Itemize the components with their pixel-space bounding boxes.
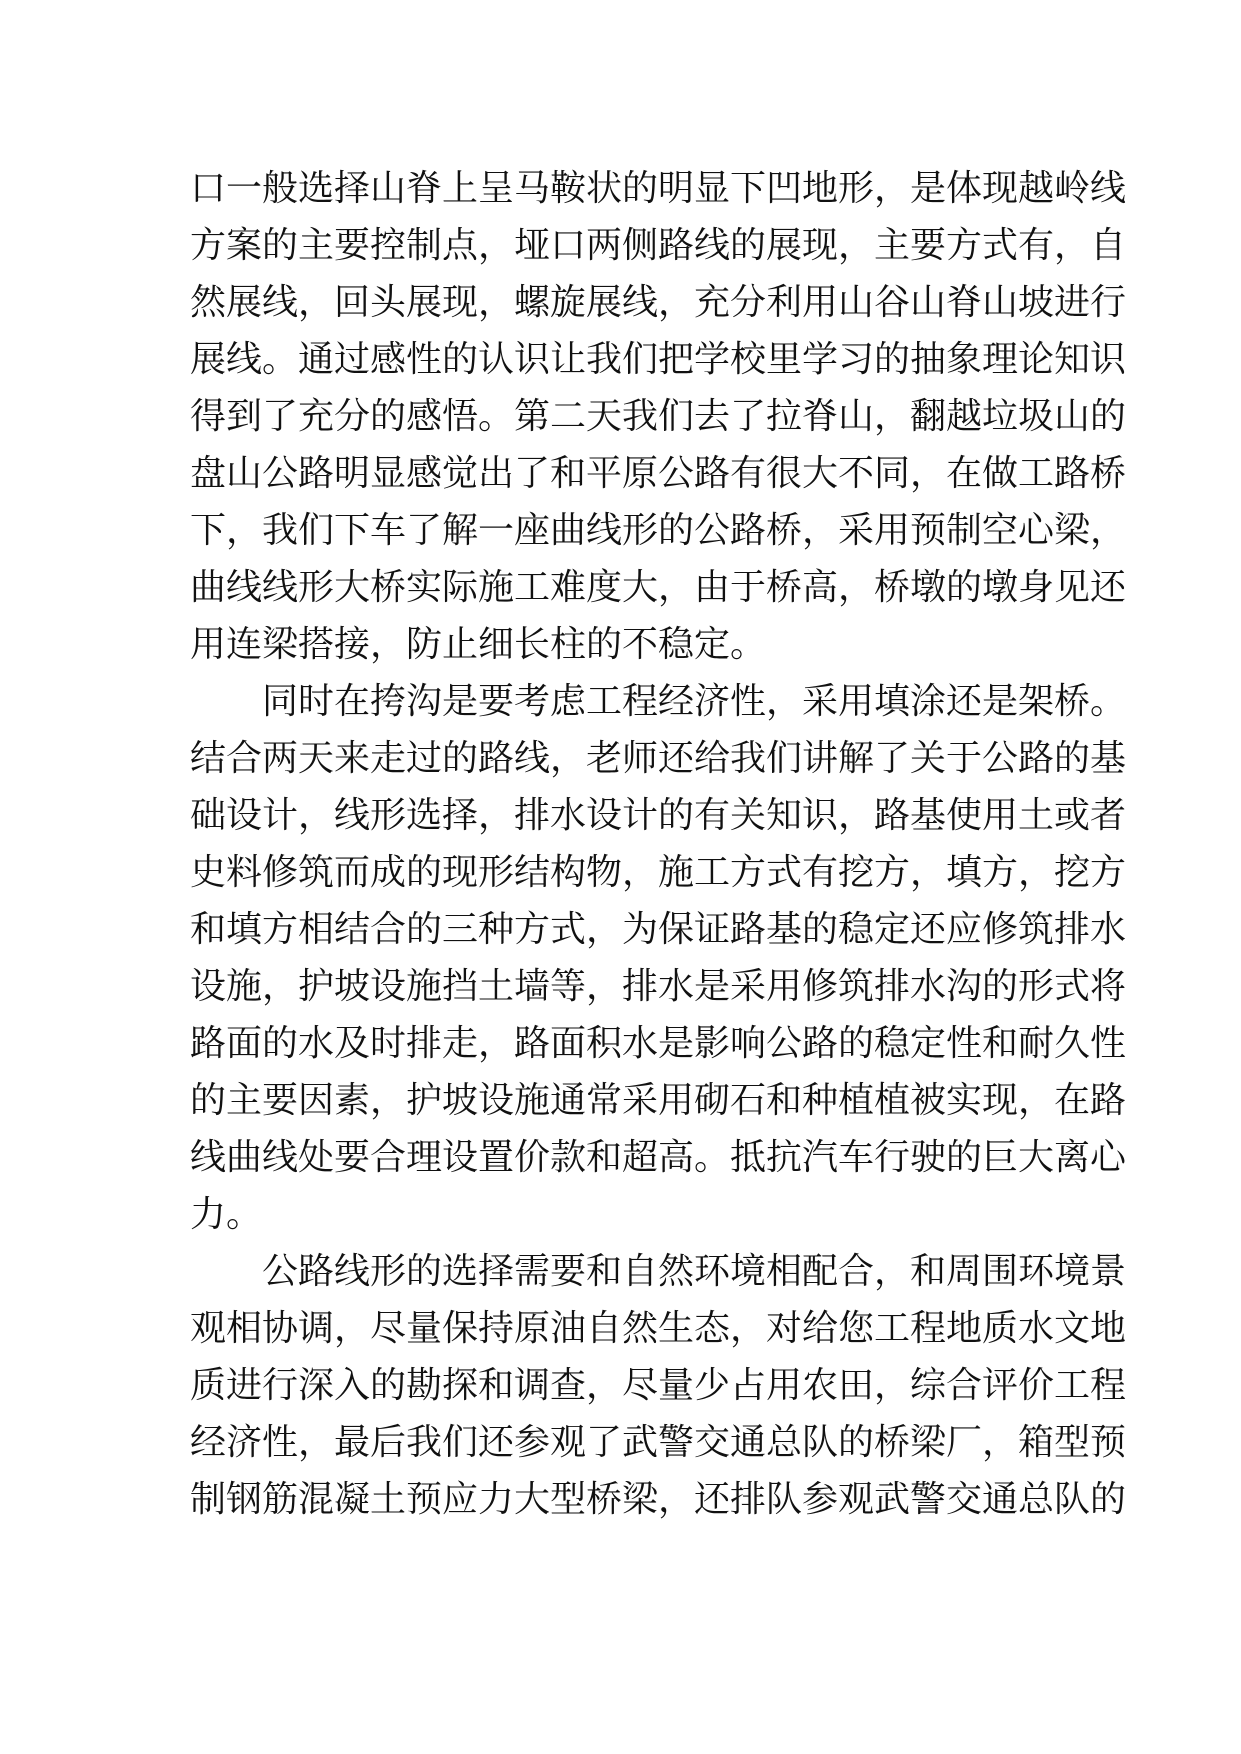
text-line: 线曲线处要合理设置价款和超高。抵抗汽车行驶的巨大离心	[190, 1137, 1127, 1178]
text-line: 力。	[190, 1194, 263, 1235]
text-line-indented: 公路线形的选择需要和自然环境相配合，和周围环境景	[262, 1251, 1127, 1292]
text-line-indented: 同时在挎沟是要考虑工程经济性，采用填涂还是架桥。	[262, 681, 1127, 722]
text-line: 展线。通过感性的认识让我们把学校里学习的抽象理论知识	[190, 339, 1127, 380]
text-line: 质进行深入的勘探和调查，尽量少占用农田，综合评价工程	[190, 1365, 1127, 1406]
text-line: 盘山公路明显感觉出了和平原公路有很大不同，在做工路桥	[190, 453, 1127, 494]
text-line: 的主要因素，护坡设施通常采用砌石和种植植被实现，在路	[190, 1080, 1127, 1121]
text-line: 得到了充分的感悟。第二天我们去了拉脊山，翻越垃圾山的	[190, 396, 1127, 437]
text-line: 然展线，回头展现，螺旋展线，充分利用山谷山脊山坡进行	[190, 282, 1127, 323]
text-line: 下，我们下车了解一座曲线形的公路桥，采用预制空心梁，	[190, 510, 1127, 551]
paragraph-2	[190, 673, 1127, 1243]
text-line: 础设计，线形选择，排水设计的有关知识，路基使用土或者	[190, 795, 1127, 836]
text-line: 曲线线形大桥实际施工难度大，由于桥高，桥墩的墩身见还	[190, 567, 1127, 608]
text-line: 制钢筋混凝土预应力大型桥梁，还排队参观武警交通总队的	[190, 1479, 1127, 1520]
text-line: 路面的水及时排走，路面积水是影响公路的稳定性和耐久性	[190, 1023, 1127, 1064]
text-line: 和填方相结合的三种方式，为保证路基的稳定还应修筑排水	[190, 909, 1127, 950]
paragraph-3	[190, 1243, 1127, 1528]
text-line: 观相协调，尽量保持原油自然生态，对给您工程地质水文地	[190, 1308, 1127, 1349]
text-line: 经济性，最后我们还参观了武警交通总队的桥梁厂，箱型预	[190, 1422, 1127, 1463]
text-line: 方案的主要控制点，垭口两侧路线的展现，主要方式有，自	[190, 225, 1127, 266]
text-line: 口一般选择山脊上呈马鞍状的明显下凹地形，是体现越岭线	[190, 168, 1127, 209]
text-line: 结合两天来走过的路线，老师还给我们讲解了关于公路的基	[190, 738, 1127, 779]
paragraph-1	[190, 160, 1127, 673]
document-body	[190, 160, 1127, 1528]
text-line: 用连梁搭接，防止细长柱的不稳定。	[190, 624, 767, 665]
text-line: 设施，护坡设施挡土墙等，排水是采用修筑排水沟的形式将	[190, 966, 1127, 1007]
text-line: 史料修筑而成的现形结构物，施工方式有挖方，填方，挖方	[190, 852, 1127, 893]
